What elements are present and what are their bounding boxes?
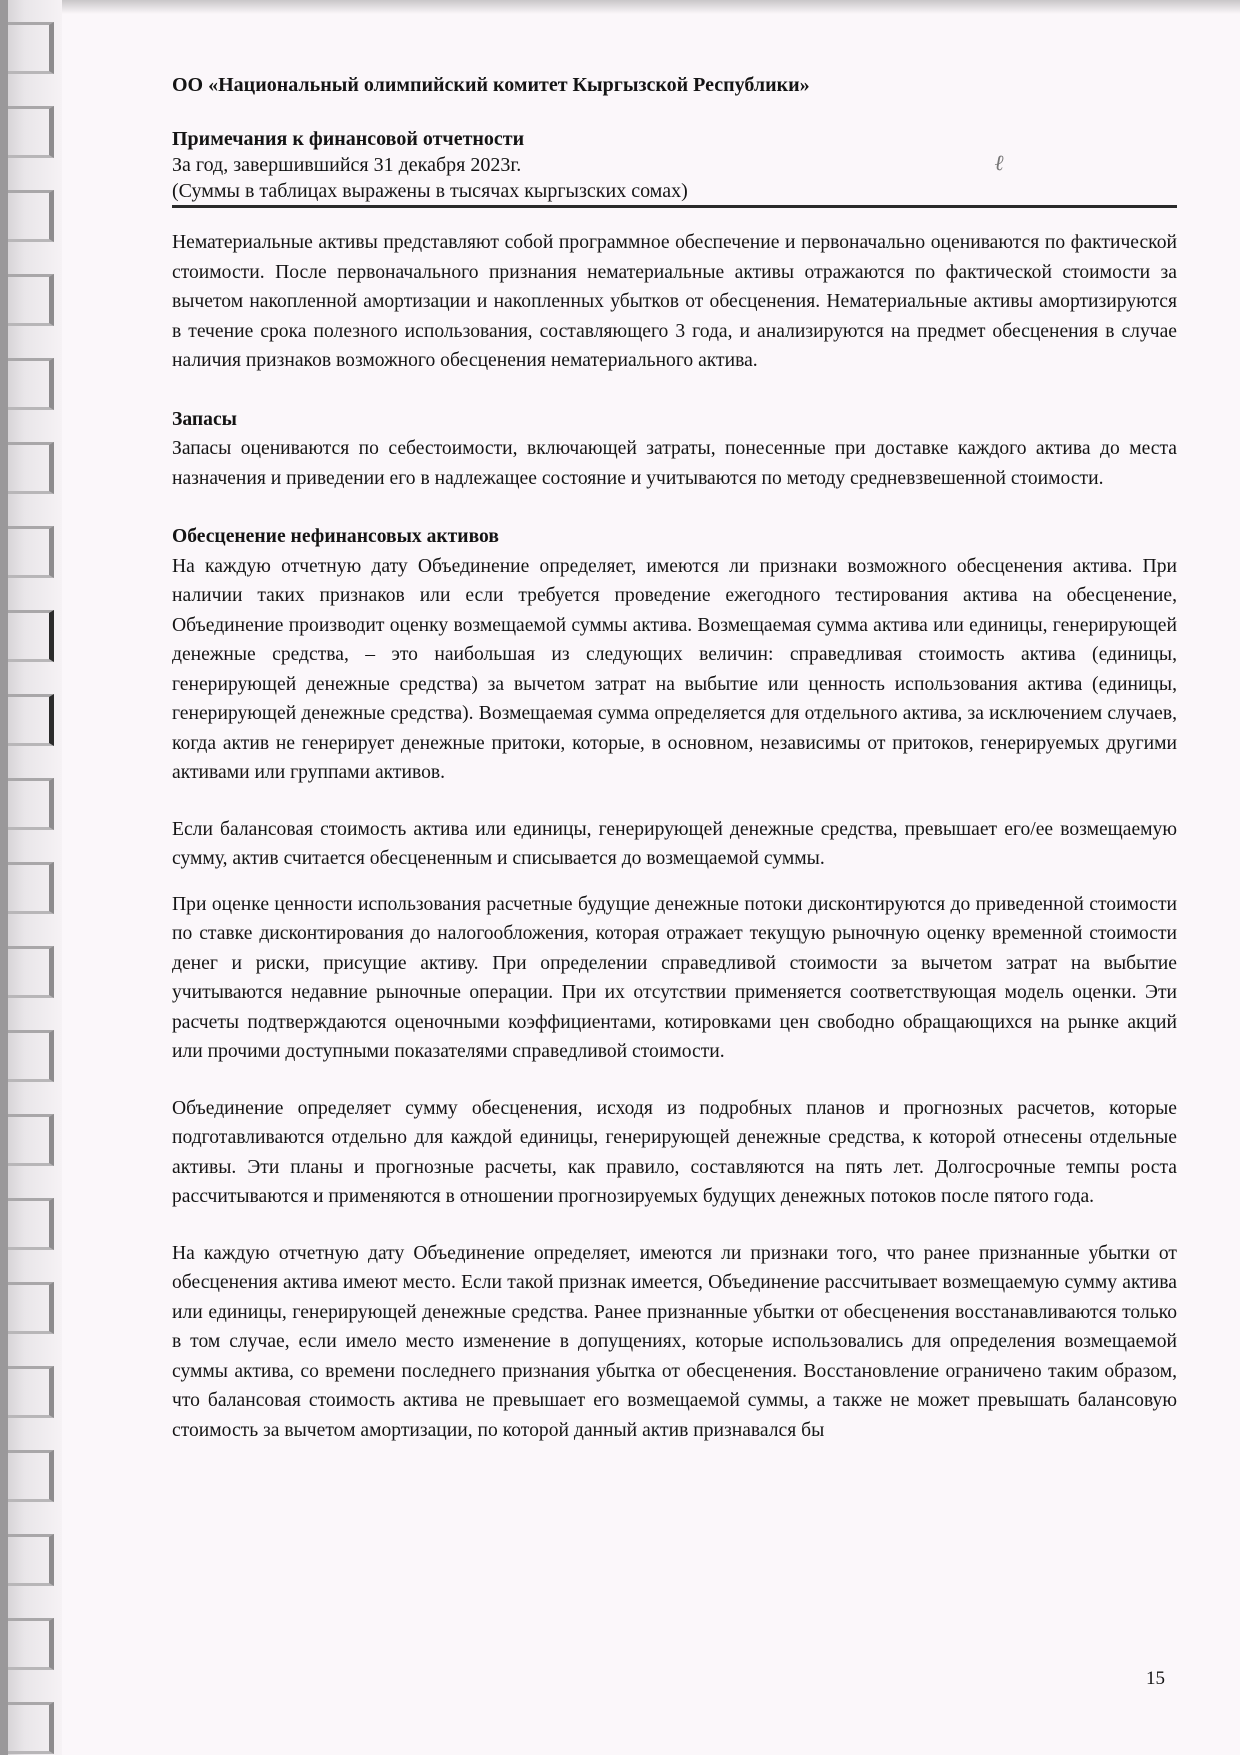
binding-ring [8, 526, 54, 578]
binding-ring [8, 22, 54, 74]
impairment-paragraph-2: Если балансовая стоимость актива или единицы, генерирующей денежные средства, превышает его/ее возмещаемую сумму, актив считается обесцененным и списывается до возмещаемой суммы. [172, 818, 1177, 869]
binding-ring [8, 1030, 54, 1082]
document-header [172, 70, 1177, 204]
binding-ring [8, 190, 54, 242]
page-number: 15 [1146, 1668, 1165, 1689]
document-body [172, 228, 1177, 1445]
binding-ring [8, 1534, 54, 1586]
scan-top-edge [0, 0, 1240, 14]
binding-ring [8, 1366, 54, 1418]
impairment-heading: Обесценение нефинансовых активов [172, 526, 499, 547]
binding-ring [8, 610, 54, 662]
binding-ring [8, 1702, 54, 1754]
binding-spine [0, 0, 8, 1755]
binding-ring [8, 1618, 54, 1670]
binding-strip [0, 0, 62, 1755]
binding-ring [8, 862, 54, 914]
binding-ring [8, 442, 54, 494]
binding-ring [8, 778, 54, 830]
intangible-assets-paragraph: Нематериальные активы представляют собой программное обеспечение и первоначально оцениваются по фактической стоимости. После первоначального признания нематериальные активы отражаются по фактической стоимости за вычетом накопленной амортизации и накопленных убытков от обесценения. Нематериальные активы амортизируются в течение срока полезного использования, составляющего 3 года, и анализируются на предмет обесценения в случае наличия признаков возможного обесценения нематериального актива. [172, 232, 1177, 371]
units-note: (Суммы в таблицах выражены в тысячах кыргызских сомах) [172, 180, 688, 202]
binding-ring [8, 274, 54, 326]
binding-ring [8, 1450, 54, 1502]
notes-title: Примечания к финансовой отчетности [172, 128, 525, 150]
header-divider [172, 205, 1177, 208]
organization-name: ОО «Национальный олимпийский комитет Кыргызской Республики» [172, 74, 810, 96]
binding-ring [8, 694, 54, 746]
binding-ring [8, 1282, 54, 1334]
reporting-period: За год, завершившийся 31 декабря 2023г. [172, 154, 522, 176]
impairment-paragraph-1: На каждую отчетную дату Объединение определяет, имеются ли признаки возможного обесценения актива. При наличии таких признаков или если требуется проведение ежегодного тестирования актива на обесценение, Объединение производит оценку возмещаемой суммы актива. Возмещаемая сумма актива или единицы, генерирующей денежные средства, – это наибольшая из следующих величин: справедливая стоимость актива (единицы, генерирующей денежные средства) за вычетом затрат на выбытие или ценность использования актива (единицы, генерирующей денежные средства). Возмещаемая сумма определяется для отдельного актива, за исключением случаев, когда актив не генерирует денежные притоки, которые, в основном, независимы от притоков, генерируемых другими активами или группами активов. [172, 555, 1177, 783]
inventories-heading: Запасы [172, 408, 237, 430]
handwritten-mark: ℓ [991, 149, 1007, 176]
impairment-paragraph-5: На каждую отчетную дату Объединение определяет, имеются ли признаки того, что ранее признанные убытки от обесценения актива имеют место. Если такой признак имеется, Объединение рассчитывает возмещаемую сумму актива или единицы, генерирующей денежные средства. Ранее признанные убытки от обесценения восстанавливаются только в том случае, если имело место изменение в допущениях, которые использовались для определения возмещаемой суммы актива, со времени последнего признания убытка от обесценения. Восстановление ограничено таким образом, что балансовая стоимость актива не превышает его возмещаемой суммы, а также не может превышать балансовую стоимость за вычетом амортизации, по которой данный актив признавался бы [172, 1242, 1177, 1441]
binding-ring [8, 106, 54, 158]
binding-ring [8, 1198, 54, 1250]
impairment-paragraph-4: Объединение определяет сумму обесценения, исходя из подробных планов и прогнозных расчетов, которые подготавливаются отдельно для каждой единицы, генерирующей денежные средства, к которой отнесены отдельные активы. Эти планы и прогнозные расчеты, как правило, составляются на пять лет. Долгосрочные темпы роста рассчитываются и применяются в отношении прогнозируемых будущих денежных потоков после пятого года. [172, 1097, 1177, 1207]
impairment-paragraph-3: При оценке ценности использования расчетные будущие денежные потоки дисконтируются до приведенной стоимости по ставке дисконтирования до налогообложения, которая отражает текущую рыночную оценку временной стоимости денег и риски, присущие активу. При определении справедливой стоимости за вычетом затрат на выбытие учитываются недавние рыночные операции. При их отсутствии применяется соответствующая модель оценки. Эти расчеты подтверждаются оценочными коэффициентами, котировками цен свободно обращающихся на рынке акций или прочими доступными показателями справедливой стоимости. [172, 893, 1177, 1062]
binding-ring [8, 358, 54, 410]
binding-ring [8, 946, 54, 998]
binding-ring [8, 1114, 54, 1166]
inventories-paragraph: Запасы оцениваются по себестоимости, включающей затраты, понесенные при доставке каждого актива до места назначения и приведении его в надлежащее состояние и учитываются по методу средневзвешенной стоимости. [172, 438, 1177, 489]
